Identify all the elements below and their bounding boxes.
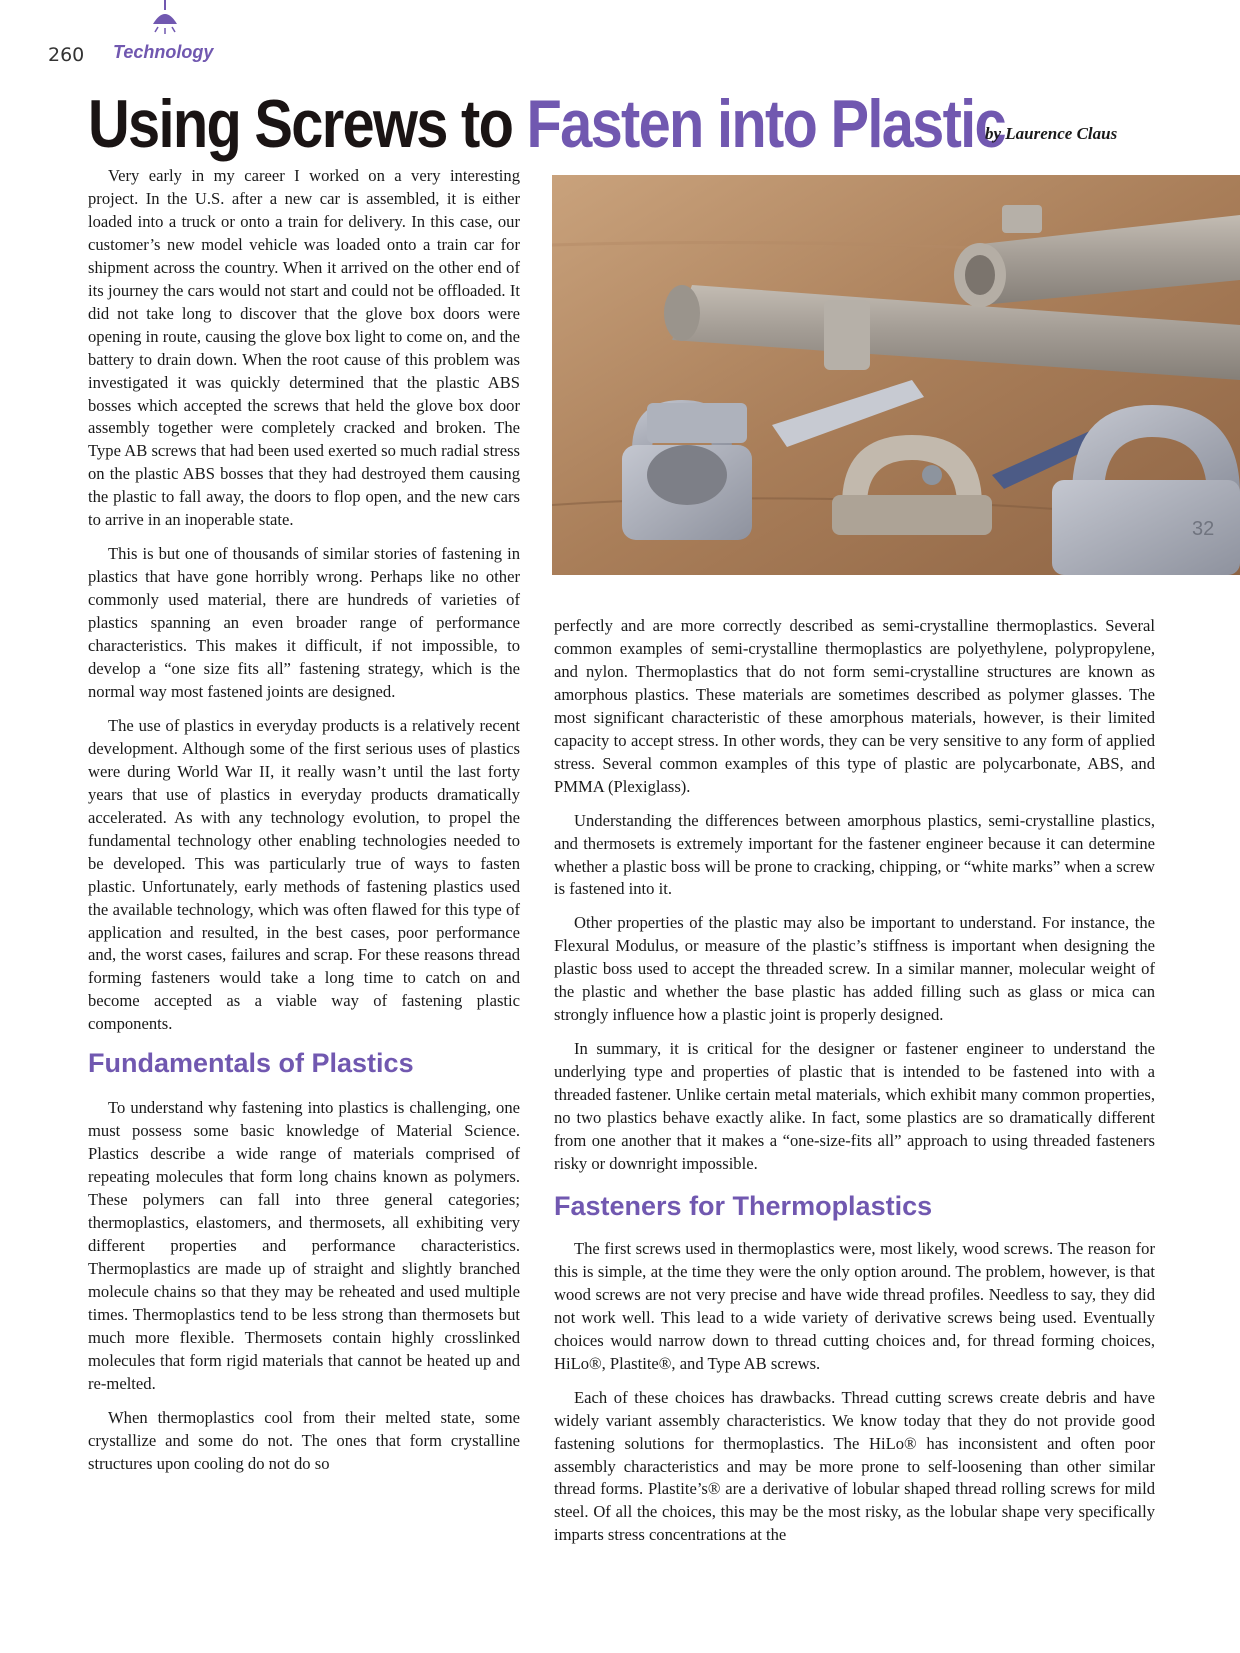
- body-paragraph: Understanding the differences between amorphous plastics, semi-crystalline plastics, and thermosets is extremely important for the fastener engineer because it can determine whether a plastic boss will be prone to cracking, chipping, or “white marks” when a screw is fastened into it.: [554, 810, 1155, 899]
- body-paragraph-continued: perfectly and are more correctly described as semi-crystalline thermoplastics. Several common examples of semi-crystalline thermoplastics are polyethylene, polypropylene, and nylon. Thermoplastics that do not form semi-crystalline structures are known as amorphous plastics. These materials are sometimes described as polymer glasses. The most significant characteristic of these amorphous materials, however, is their limited capacity to accept stress. In other words, they can be very sensitive to any form of applied stress. Several common examples of this type of plastic are polycarbonate, ABS, and PMMA (Plexiglass).: [554, 616, 1155, 796]
- body-paragraph: Very early in my career I worked on a very interesting project. In the U.S. after a new car is assembled, it is either loaded into a truck or onto a train for delivery. In this case, our customer’s new model vehicle was loaded onto a train car for shipment across the country. When it arrived on the other end of its journey the cars would not start and could not be offloaded. It did not take long to discover that the glove box doors were opening in route, causing the glove box light to come on, and the battery to drain down. When the root cause of this problem was investigated it was quickly determined that the plastic ABS bosses which accepted the screws that held the glove box door assembly together were completely cracked and broken. The Type AB screws that had been used exerted so much radial stress on the plastic ABS bosses that they had destroyed them causing the plastic to fall away, the doors to flop open, and the new cars to arrive in an inoperable state.: [88, 166, 520, 530]
- right-column: [554, 615, 1155, 1558]
- article-title: [88, 84, 1057, 164]
- fitting-label: 32: [1192, 518, 1215, 540]
- page-number: 260: [48, 44, 85, 66]
- lamp-icon: [147, 0, 183, 40]
- section-tag: Technology: [113, 42, 214, 62]
- byline: by Laurence Claus: [985, 124, 1118, 143]
- left-column: [88, 165, 520, 1487]
- body-paragraph: When thermoplastics cool from their melted state, some crystallize and some do not. The ones that form crystalline structures upon cooling do not do so: [88, 1407, 520, 1473]
- title-part-dark: Using Screws to: [88, 86, 513, 162]
- body-paragraph: This is but one of thousands of similar stories of fastening in plastics that have gone horribly wrong. Perhaps like no other commonly used material, there are hundreds of varieties of plastics spanning an even broader range of performance characteristics. This makes it difficult, if not impossible, to develop a “one size fits all” fastening strategy, which is the normal way most fastened joints are designed.: [88, 544, 520, 701]
- body-paragraph: The use of plastics in everyday products is a relatively recent development. Although some of the first serious uses of plastics were during World War II, it really wasn’t until the last forty years that use of plastics in everyday products dramatically accelerated. As with any technology evolution, to propel the fundamental technology other enabling technologies needed to be developed. This was particularly true of ways to fasten plastic. Unfortunately, early methods of fastening plastics used the available technology, which was often flawed for this type of application and resulted, in the best cases, poor performance and, the worst cases, failures and scrap. For these reasons thread forming fasteners would take a long time to catch on and become accepted as a viable way of fastening plastic components.: [88, 715, 520, 1034]
- article-photo: [552, 175, 1240, 575]
- body-paragraph: To understand why fastening into plastics is challenging, one must possess some basic knowledge of Material Science. Plastics describe a wide range of materials comprised of repeating molecules that form long chains known as polymers. These polymers can fall into three general categories; thermoplastics, elastomers, and thermosets, all exhibiting very different properties and performance characteristics. Thermoplastics are made up of straight and slightly branched molecule chains so that they may be reheated and used multiple times. Thermoplastics tend to be less strong than thermosets but much more flexible. Thermosets contain highly crosslinked molecules that form rigid materials that cannot be heated up and re-melted.: [88, 1098, 520, 1393]
- body-paragraph: The first screws used in thermoplastics were, most likely, wood screws. The reason for this is simple, at the time they were the only option around. The problem, however, is that wood screws are not very precise and have wide thread profiles. Needless to say, they did not work well. This lead to a wide variety of derivative screws being used. Eventually choices would narrow down to thread cutting choices and, for thread forming choices, HiLo®, Plastite®, and Type AB screws.: [554, 1238, 1155, 1373]
- body-paragraph: Other properties of the plastic may also be important to understand. For instance, the Flexural Modulus, or measure of the plastic’s stiffness is important when designing the plastic boss used to accept the threaded screw. In a similar manner, molecular weight of the plastic and whether the base plastic has added filling such as glass or mica can strongly influence how a plastic joint is properly designed.: [554, 913, 1155, 1025]
- section-heading-fasteners: Fasteners for Thermoplastics: [554, 1190, 933, 1221]
- body-paragraph: Each of these choices has drawbacks. Thread cutting screws create debris and have widely variant assembly characteristics. We know today that they do not provide good fastening solutions for thermoplastics. The HiLo® has inconsistent and often poor assembly characteristics and may be more prone to self-loosening than other similar thread forms. Plastite’s® are a derivative of lobular shaped thread rolling screws for mild steel. Of all the choices, this may be the most risky, as the lobular shape very specifically imparts stress concentrations at the: [554, 1387, 1155, 1545]
- section-heading-fundamentals: Fundamentals of Plastics: [88, 1048, 414, 1079]
- body-paragraph: In summary, it is critical for the designer or fastener engineer to understand the underlying type and properties of plastic that is intended to be fastened into with a threaded fastener. Unlike certain metal materials, which exhibit many common properties, no two plastics behave exactly alike. In fact, some plastics are so dramatically different from one another that it makes a “one-size-fits all” approach to using threaded fasteners risky or downright impossible.: [554, 1039, 1155, 1173]
- title-part-accent: Fasten into Plastic: [526, 86, 1005, 162]
